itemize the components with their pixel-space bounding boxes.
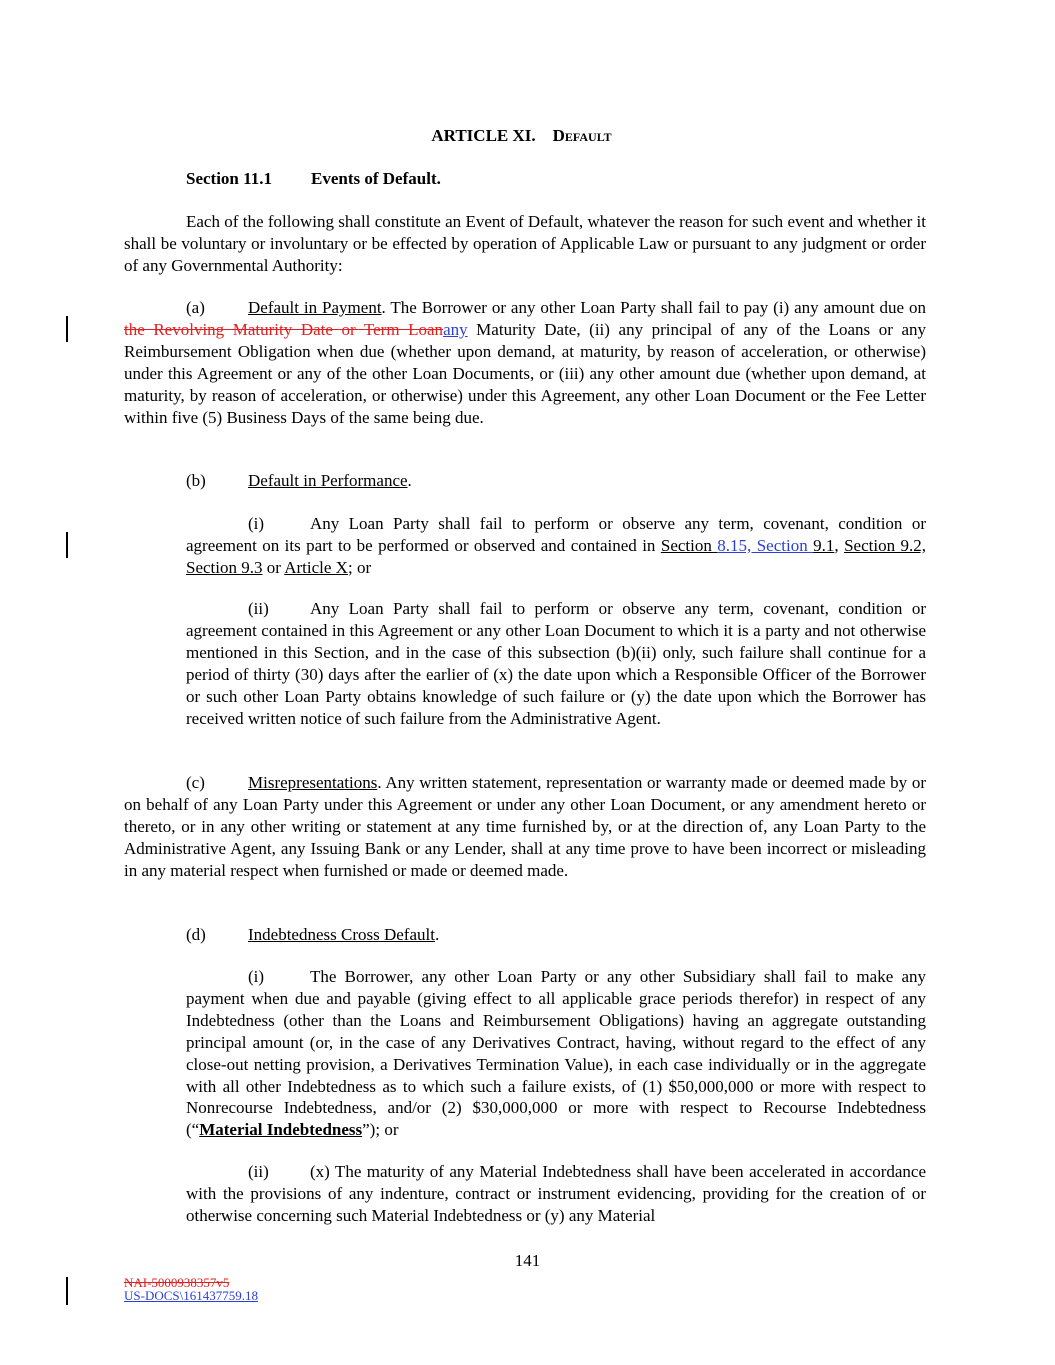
paragraph-d-heading: Indebtedness Cross Default (248, 925, 435, 944)
paragraph-b-i-end: ; or (347, 557, 372, 577)
paragraph-d-i-text1: The Borrower, any other Loan Party or any other Subsidiary shall fail to make any payment when due and payable (giving effect to all applicable grace periods therefor) in respect of any Indebtedness (other than the Loans and Reimbursement Obligations) having an aggregate outstanding principal amount (or, in the case of any Derivatives Contract, having, without regard to the effect of any close-out netting provision, a Derivatives Termination Value), in each case individually or in the aggregate with all other Indebtedness as to which such a failure exists, of (1) $50,000,000 or more with respect to Nonrecourse Indebtedness, and/or (2) $30,000,000 or more with respect to Recourse Indebtedness (“ (186, 967, 926, 1140)
section-number: Section 11.1 (186, 169, 272, 188)
page-number: 141 (514, 1251, 541, 1270)
intro-paragraph: Each of the following shall constitute an Event of Default, whatever the reason for such event and whether it shall be voluntary or involuntary or be effected by operation of Applicable Law or pursuant to any judgment or order of any Governmental Authority: (124, 212, 926, 275)
article-title: Default (552, 126, 612, 145)
paragraph-a-label: (a) (186, 298, 205, 317)
paragraph-a-text1: . The Borrower or any other Loan Party shall fail to pay (i) any amount due on (381, 298, 926, 317)
paragraph-a (124, 297, 926, 428)
or-text: or (262, 557, 285, 577)
section-heading (186, 168, 441, 190)
paragraph-c (124, 772, 926, 882)
footer-doc-id-deleted: NAI-5000938357v5 (124, 1275, 230, 1290)
paragraph-b (124, 470, 926, 492)
paragraph-d-i-label: (i) (248, 967, 265, 986)
section-9-2-9-3-reference[interactable]: Section 9.2, Section 9.3 (186, 535, 926, 577)
paragraph-b-heading: Default in Performance (248, 471, 408, 490)
article-number: ARTICLE XI. (431, 126, 536, 145)
defined-term: Material Indebtedness (199, 1120, 363, 1140)
paragraph-b-ii (186, 598, 926, 729)
paragraph-c-text: . Any written statement, representation or warranty made or deemed made by or on behalf of any Loan Party under this Agreement or under any other Loan Document, or any amendment hereto or thereto, or in any other writing or statement at any time furnished by, or at the direction of, any Loan Party to the Administrative Agent, any Issuing Bank or any Lender, shall at any time prove to have been incorrect or misleading in any material respect when furnished or made or deemed made. (124, 773, 926, 880)
inserted-reference[interactable]: 8.15, Section (717, 535, 814, 555)
paragraph-d-label: (d) (186, 925, 206, 944)
section-title: Events of Default. (311, 169, 441, 188)
inserted-text: any (443, 319, 468, 339)
paragraph-b-ii-label: (ii) (248, 599, 269, 618)
paragraph-d-ii-label: (ii) (248, 1162, 269, 1181)
change-bar (66, 316, 68, 342)
paragraph-b-i-text: Any Loan Party shall fail to perform or observe any term, covenant, condition or agreement on its part to be performed or observed and contained in (186, 514, 926, 555)
paragraph-d-ii (186, 1161, 926, 1227)
paragraph-d-i-text2: ”); or (362, 1120, 399, 1140)
paragraph-d-ii-text: (x) The maturity of any Material Indebtedness shall have been accelerated in accordance with the provisions of any indenture, contract or instrument evidencing, providing for the creation of or otherwise concerning such Material Indebtedness or (y) any Material (186, 1162, 926, 1225)
paragraph-d-period: . (434, 925, 440, 944)
section-reference[interactable]: Section (660, 535, 718, 555)
article-heading (0, 125, 1043, 147)
paragraph-d (124, 924, 926, 946)
footer-doc-id-inserted: US-DOCS\161437759.18 (124, 1288, 258, 1303)
paragraph-c-heading: Misrepresentations (248, 773, 378, 792)
deleted-text: the Revolving Maturity Date or Term Loan (124, 319, 444, 339)
change-bar (66, 1277, 68, 1305)
paragraph-a-heading: Default in Payment (248, 298, 382, 317)
paragraph-b-ii-text: Any Loan Party shall fail to perform or observe any term, covenant, condition or agreement contained in this Agreement or any other Loan Document to which it is a party and not otherwise mentioned in this Section, and in the case of this subsection (b)(ii) only, such failure shall continue for a period of thirty (30) days after the earlier of (x) the date upon which a Responsible Officer of the Borrower or such other Loan Party obtains knowledge of such failure or (y) the date upon which the Borrower has received written notice of such failure from the Administrative Agent. (186, 599, 926, 728)
paragraph-b-i-label: (i) (248, 514, 265, 533)
article-x-reference[interactable]: Article X (284, 557, 348, 577)
section-9-1-reference[interactable]: 9.1 (813, 535, 835, 555)
paragraph-c-label: (c) (186, 773, 205, 792)
change-bar (66, 532, 68, 558)
paragraph-b-label: (b) (186, 471, 206, 490)
paragraph-b-i (186, 513, 926, 579)
comma: , (834, 535, 845, 555)
paragraph-d-i (186, 966, 926, 1141)
paragraph-a-text2: Maturity Date, (ii) any principal of any of the Loans or any Reimbursement Obligation when due (whether upon demand, at maturity, by reason of acceleration, or otherwise) under this Agreement or any of the other Loan Documents, or (iii) any other amount due (whether upon demand, at maturity, by reason of acceleration, or otherwise) under this Agreement, any other Loan Document or the Fee Letter within five (5) Business Days of the same being due. (124, 319, 926, 427)
paragraph-b-period: . (407, 471, 412, 490)
